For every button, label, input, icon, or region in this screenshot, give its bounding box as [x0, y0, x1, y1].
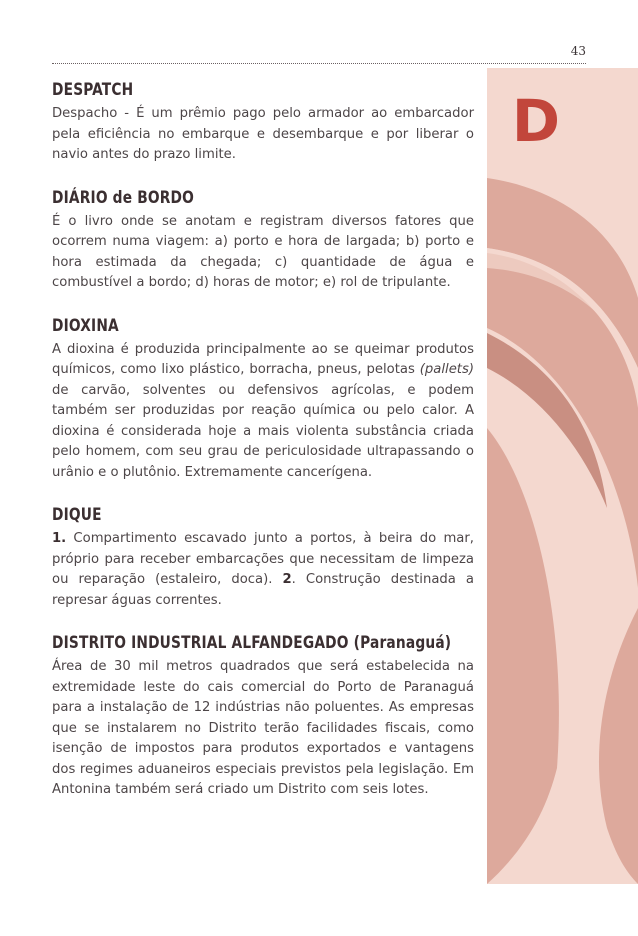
- entry-term: DIQUE: [52, 505, 102, 525]
- entry-definition: Despacho - É um prêmio pago pelo armador ao embarcador pela eficiência no embarque e desembarque e por liberar o navio antes do prazo limite.: [52, 106, 474, 162]
- section-letter: D: [511, 87, 561, 155]
- term-part: de: [112, 187, 133, 208]
- entry-diario-de-bordo: [52, 188, 474, 294]
- definition-marker: 2: [282, 572, 292, 587]
- glossary-content: [52, 80, 474, 801]
- entry-distrito-industrial: [52, 633, 474, 801]
- entry-definition: Área de 30 mil metros quadrados que será estabelecida na extremidade leste do cais comercial do Porto de Paranaguá para a instalação de 12 indústrias não poluentes. As empresas que se instalarem no Distrito terão facilidades fiscais, como isenção de impostos para produtos exportados e vantagens dos regimes aduaneiros especiais previstos pela legislação. Em Antonina também será criado um Distrito com seis lotes.: [52, 659, 474, 797]
- entry-term: DESPATCH: [52, 80, 134, 100]
- entry-dique: [52, 505, 474, 611]
- entry-term: [52, 188, 432, 208]
- header-divider: [52, 63, 586, 64]
- side-decoration: [487, 68, 638, 884]
- definition-text: Compartimento escavado junto a portos, à beira do mar, próprio para receber embarcações que necessitam de limpeza ou reparação (estaleiro, doca).: [52, 531, 474, 587]
- side-band-graphic: [487, 68, 638, 884]
- definition-text: . Construção destinada a represar águas correntes.: [52, 572, 474, 608]
- entry-definition: [52, 529, 474, 611]
- page-number: 43: [570, 44, 586, 58]
- definition-marker: 1.: [52, 531, 67, 546]
- entry-definition: [52, 340, 474, 484]
- definition-text: A dioxina é produzida principalmente ao se queimar produtos químicos, como lixo plástico, borracha, pneus, pelotas: [52, 341, 474, 377]
- term-part: DIÁRIO: [52, 187, 108, 208]
- term-part: BORDO: [137, 187, 195, 208]
- definition-text: de carvão, solventes ou defensivos agrícolas, e podem também ser produzidas por reação química ou pelo calor. A dioxina é considerada hoje a mais violenta substância criada pelo homem, com seu grau de periculosidade ultrapassando o urânio e o plutônio. Extremamente cancerígena.: [52, 382, 474, 480]
- entry-term: [52, 633, 452, 653]
- term-part: DISTRITO INDUSTRIAL ALFANDEGADO: [52, 633, 349, 653]
- definition-italic: (pallets): [419, 362, 474, 377]
- entry-term: DIOXINA: [52, 315, 119, 336]
- entry-dioxina: [52, 316, 474, 484]
- entry-despatch: [52, 80, 474, 166]
- entry-definition: É o livro onde se anotam e registram diversos fatores que ocorrem numa viagem: a) porto e hora de largada; b) porto e hora estimada da chegada; c) quantidade de água e combustível a bordo; d) horas de motor; e) rol de tripulante.: [52, 213, 474, 290]
- term-note: (Paranaguá): [353, 633, 452, 653]
